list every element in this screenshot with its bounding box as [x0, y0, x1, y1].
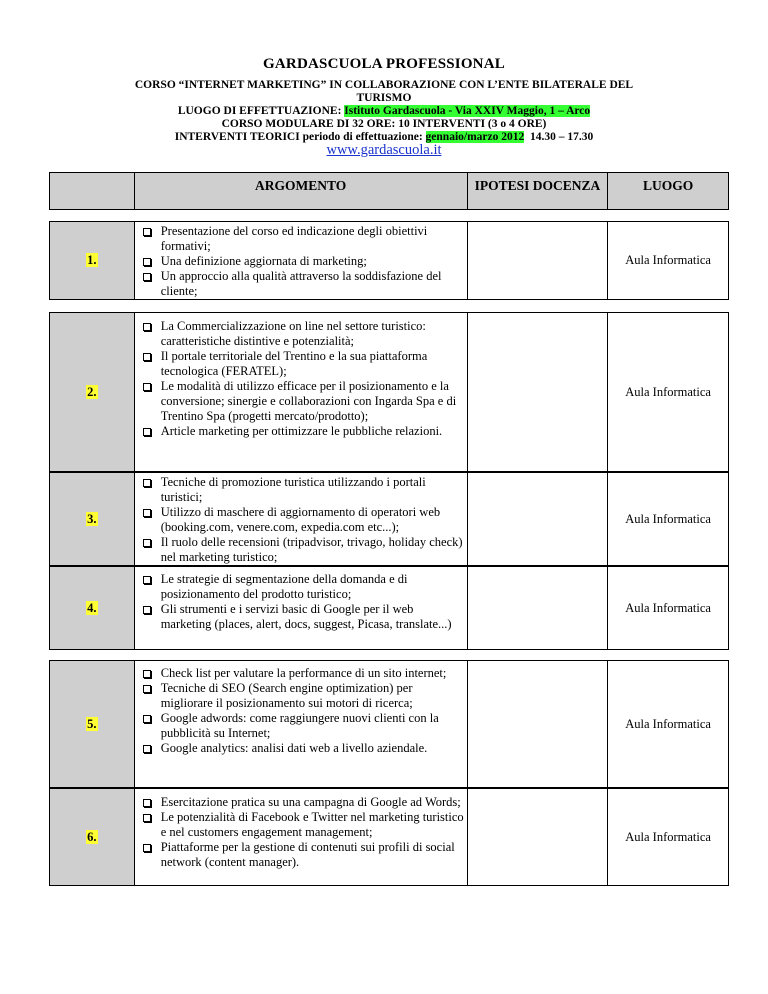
header-argomento: ARGOMENTO	[134, 173, 467, 210]
checkbox-bullet-icon	[143, 383, 151, 391]
row-number-cell	[50, 567, 135, 650]
header-docenza	[467, 173, 608, 210]
period-value: gennaio/marzo 2012	[425, 131, 525, 143]
course-title-line-2: TURISMO	[356, 92, 412, 104]
list-item	[135, 681, 467, 711]
list-item-text: Una definizione aggiornata di marketing;	[160, 254, 367, 268]
topic-cell	[134, 567, 467, 650]
checkbox-bullet-icon	[143, 844, 151, 852]
list-item	[135, 741, 467, 756]
table-row	[49, 660, 729, 788]
topic-cell	[134, 473, 467, 566]
docenza-cell	[467, 789, 607, 886]
table-row	[49, 566, 729, 650]
list-item	[135, 319, 467, 349]
topic-list	[135, 475, 467, 565]
luogo-cell: Aula Informatica	[608, 789, 729, 886]
luogo-cell: Aula Informatica	[608, 567, 729, 650]
list-item-text: Google adwords: come raggiungere nuovi clienti con la pubblicità su Internet;	[160, 711, 439, 740]
list-item-text: Google analytics: analisi dati web a livello aziendale.	[160, 741, 428, 755]
list-item	[135, 602, 467, 632]
list-item	[135, 475, 467, 505]
table-row	[49, 221, 729, 300]
list-item	[135, 810, 467, 840]
list-item-text: Le strategie di segmentazione della domanda e di posizionamento del prodotto turistico;	[160, 572, 408, 601]
luogo-cell: Aula Informatica	[608, 222, 729, 300]
checkbox-bullet-icon	[143, 606, 151, 614]
topic-cell	[134, 789, 467, 886]
row-number: 4.	[87, 600, 97, 615]
row-number-cell	[50, 473, 135, 566]
checkbox-bullet-icon	[143, 353, 151, 361]
list-item-text: Il portale territoriale del Trentino e la sua piattaforma tecnologica (FERATEL);	[160, 349, 428, 378]
docenza-cell	[467, 473, 607, 566]
checkbox-bullet-icon	[143, 715, 151, 723]
checkbox-bullet-icon	[143, 814, 151, 822]
row-number: 2.	[87, 384, 97, 399]
list-item-text: Presentazione del corso ed indicazione degli obiettivi formativi;	[160, 224, 428, 253]
location-value: Istituto Gardascuola - Via XXIV Maggio, 1 – Arco	[344, 105, 591, 117]
header-luogo: LUOGO	[608, 173, 729, 210]
docenza-cell	[467, 567, 607, 650]
list-item	[135, 224, 467, 254]
luogo-cell: Aula Informatica	[608, 661, 729, 788]
row-number: 5.	[87, 716, 97, 731]
luogo-cell: Aula Informatica	[608, 473, 729, 566]
docenza-cell	[467, 661, 607, 788]
list-item-text: Esercitazione pratica su una campagna di Google ad Words;	[160, 795, 461, 809]
checkbox-bullet-icon	[143, 685, 151, 693]
list-item	[135, 840, 467, 870]
row-number-cell	[50, 661, 135, 788]
table-header	[49, 172, 729, 210]
list-item-text: Le potenzialità di Facebook e Twitter nel marketing turistico e nel customers engagement management;	[160, 810, 464, 839]
row-number: 3.	[87, 511, 97, 526]
list-item	[135, 711, 467, 741]
topic-list	[135, 224, 467, 299]
checkbox-bullet-icon	[143, 273, 151, 281]
list-item-text: Check list per valutare la performance di un sito internet;	[160, 666, 447, 680]
checkbox-bullet-icon	[143, 745, 151, 753]
docenza-cell	[467, 313, 607, 472]
list-item-text: Un approccio alla qualità attraverso la soddisfazione del cliente;	[160, 269, 442, 298]
course-title-line: CORSO “INTERNET MARKETING” IN COLLABORAZIONE CON L’ENTE BILATERALE DEL	[134, 79, 634, 91]
table-row	[49, 472, 729, 566]
list-item	[135, 349, 467, 379]
table-row	[49, 312, 729, 472]
period-label: INTERVENTI TEORICI periodo di effettuazione:	[174, 131, 426, 143]
luogo-cell: Aula Informatica	[608, 313, 729, 472]
topic-cell	[134, 222, 467, 300]
checkbox-bullet-icon	[143, 539, 151, 547]
document-title: GARDASCUOLA PROFESSIONAL	[263, 56, 505, 72]
topic-list	[135, 572, 467, 632]
list-item-text: Il ruolo delle recensioni (tripadvisor, trivago, holiday check) nel marketing turistico;	[160, 535, 463, 564]
list-item	[135, 505, 467, 535]
list-item-text: Le modalità di utilizzo efficace per il posizionamento e la conversione; sinergie e collaborazioni con Ingarda Spa e di Trentino Spa (progetti mercato/prodotto);	[160, 379, 457, 423]
list-item	[135, 379, 467, 424]
checkbox-bullet-icon	[143, 258, 151, 266]
checkbox-bullet-icon	[143, 576, 151, 584]
docenza-cell	[467, 222, 607, 300]
website-link[interactable]: www.gardascuola.it	[326, 142, 442, 158]
list-item-text: La Commercializzazione on line nel settore turistico: caratteristiche distintive e potenzialità;	[160, 319, 426, 348]
topic-list	[135, 319, 467, 439]
list-item	[135, 269, 467, 299]
row-number-cell	[50, 789, 135, 886]
checkbox-bullet-icon	[143, 323, 151, 331]
list-item	[135, 666, 467, 681]
checkbox-bullet-icon	[143, 479, 151, 487]
row-number: 1.	[87, 253, 97, 267]
table-row	[49, 788, 729, 886]
list-item	[135, 424, 467, 439]
location-label: LUOGO DI EFFETTUAZIONE:	[177, 105, 345, 117]
list-item	[135, 572, 467, 602]
checkbox-bullet-icon	[143, 670, 151, 678]
list-item	[135, 795, 467, 810]
list-item-text: Tecniche di promozione turistica utilizzando i portali turistici;	[160, 475, 426, 504]
topic-list	[135, 666, 467, 756]
list-item-text: Tecniche di SEO (Search engine optimization) per migliorare il posizionamento sui motori di ricerca;	[160, 681, 413, 710]
header-cell-number	[50, 173, 135, 210]
list-item	[135, 535, 467, 565]
list-item-text: Article marketing per ottimizzare le pubbliche relazioni.	[160, 424, 443, 438]
topic-cell	[134, 661, 467, 788]
row-number-cell	[50, 222, 135, 300]
list-item-text: Gli strumenti e i servizi basic di Google per il web marketing (places, alert, docs, suggest, Picasa, translate...)	[160, 602, 452, 631]
location-line	[0, 104, 768, 118]
list-item-text: Utilizzo di maschere di aggiornamento di operatori web (booking.com, venere.com, expedia.com etc...);	[160, 505, 441, 534]
module-line: CORSO MODULARE DI 32 ORE: 10 INTERVENTI (3 o 4 ORE)	[221, 118, 547, 130]
list-item-text: Piattaforme per la gestione di contenuti sui profili di social network (content manager).	[160, 840, 455, 869]
header-docenza-label: IPOTESI DOCENZA	[474, 178, 601, 193]
checkbox-bullet-icon	[143, 428, 151, 436]
topic-list	[135, 795, 467, 870]
row-number-cell	[50, 313, 135, 472]
list-item	[135, 254, 467, 269]
period-time: 14.30 – 17.30	[524, 131, 594, 143]
row-number: 6.	[87, 829, 97, 844]
checkbox-bullet-icon	[143, 509, 151, 517]
checkbox-bullet-icon	[143, 228, 151, 236]
checkbox-bullet-icon	[143, 799, 151, 807]
topic-cell	[134, 313, 467, 472]
